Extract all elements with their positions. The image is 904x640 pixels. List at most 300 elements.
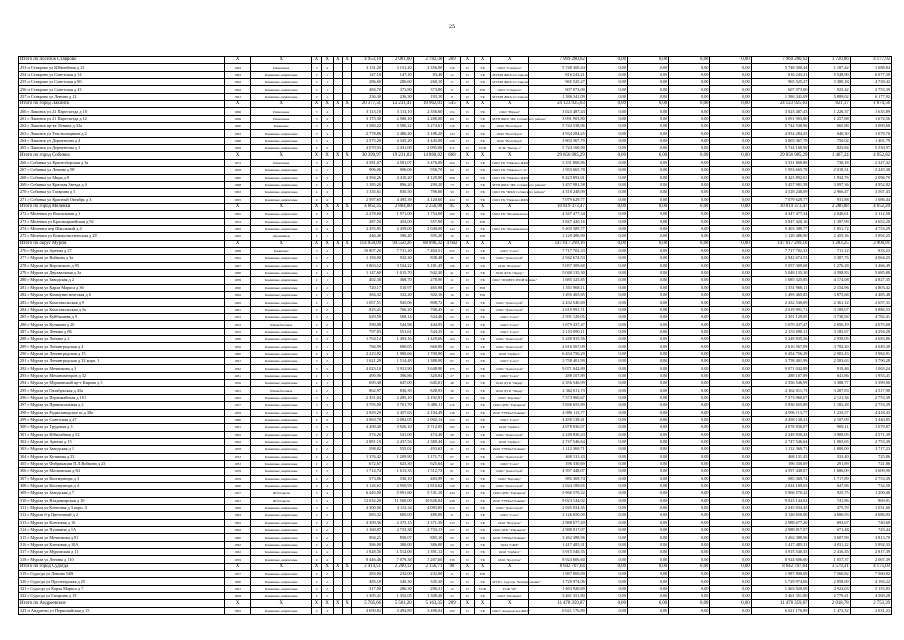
table-cell: 1 714,74 — [352, 468, 383, 475]
table-cell: X — [342, 101, 351, 108]
table-cell: X — [225, 57, 251, 64]
table-cell: 3 — [312, 424, 321, 431]
table-cell: 6 077,30 — [850, 71, 891, 78]
table-cell: 1953 — [225, 460, 251, 467]
table-cell: УК — [474, 130, 490, 137]
table-cell: 4 652,20 — [850, 203, 891, 210]
table-cell: 1 417 485,31 — [529, 541, 587, 548]
table-cell: П — [460, 93, 474, 100]
table-cell: 3 461 351,80 — [751, 593, 809, 600]
table-cell: 130 — [444, 123, 460, 130]
table-cell: 0,00 — [710, 387, 751, 394]
table-cell: 1962 — [225, 527, 251, 534]
table-cell: П — [460, 512, 474, 519]
table-cell: 0,00 — [627, 277, 668, 284]
table-cell: ООО "ВолгДорА" — [491, 123, 529, 130]
table-cell: 3 886,53 — [850, 306, 891, 313]
table-cell: 2 942 674,53 — [529, 255, 587, 262]
table-cell: 0,00 — [669, 314, 710, 321]
table-cell: 20 377,31 — [352, 101, 383, 108]
table-cell: 2 — [321, 255, 333, 262]
table-cell: 480,00 — [413, 512, 444, 519]
table-cell: П — [460, 593, 474, 600]
table-cell — [333, 578, 342, 585]
table-cell: 2 — [312, 181, 321, 188]
table-cell: 1 160,87 — [352, 527, 383, 534]
table-cell: Каменные, кирпичные — [251, 431, 312, 438]
table-cell: 0,00 — [627, 497, 668, 504]
table-cell: Панельные — [251, 115, 312, 122]
table-cell: 0,00 — [627, 556, 668, 563]
table-cell: 2 416,35 — [809, 549, 850, 556]
table-cell: 0,00 — [627, 123, 668, 130]
table-cell: 0,00 — [669, 255, 710, 262]
table-cell: 0,00 — [627, 269, 668, 276]
table-cell: 15 — [444, 218, 460, 225]
table-cell: X — [460, 101, 474, 108]
building-row — [19, 314, 892, 321]
table-cell: НП — [474, 233, 490, 240]
table-cell — [333, 571, 342, 578]
table-cell: 11 560,00 — [383, 497, 414, 504]
table-cell: Каменные, кирпичные — [251, 71, 312, 78]
table-cell: 3 — [312, 402, 321, 409]
table-cell: 0,00 — [710, 292, 751, 299]
table-cell: 14 860,02 — [413, 152, 444, 159]
row-label-cell: 304 г Муром ул Кутякова д 23 — [19, 453, 225, 460]
table-cell: МУМП ЖКХ п.Ставрово — [492, 94, 529, 99]
table-cell: 544,98 — [383, 321, 414, 328]
row-label-cell: Итого по поселок Ставрово — [19, 57, 225, 64]
table-cell: 1 — [321, 299, 333, 306]
table-cell: 0,00 — [586, 380, 627, 387]
table-cell: 3 113,10 — [352, 108, 383, 115]
row-label-cell: Итого по город Собинка — [19, 152, 225, 159]
table-cell: 0,00 — [586, 453, 627, 460]
table-cell: П — [460, 343, 474, 350]
table-cell: ООО "Орбита" — [491, 549, 529, 556]
table-cell — [333, 475, 342, 482]
table-cell: 816 243,21 — [751, 71, 809, 78]
table-cell: 6 177,92 — [850, 93, 891, 100]
table-cell: 3 131,20 — [352, 64, 383, 71]
table-cell: 0,00 — [710, 115, 751, 122]
table-cell: 3 189,67 — [809, 306, 850, 313]
table-cell: 1 120 486,90 — [529, 233, 587, 240]
table-cell: 850,07 — [383, 534, 414, 541]
row-label-cell: 315 г Муром ул Мечникова д 81 — [19, 534, 225, 541]
table-cell: Каменные, кирпичные — [251, 350, 312, 357]
table-cell: 2 — [312, 446, 321, 453]
table-cell — [342, 453, 351, 460]
table-cell: 1 112 369,71 — [751, 446, 809, 453]
table-cell: 0,00 — [586, 475, 627, 482]
table-cell: X — [474, 152, 490, 159]
table-cell: УК — [474, 247, 490, 254]
table-cell: ООО "Андреевское ЖКХ" — [492, 608, 531, 613]
table-cell: П — [460, 79, 474, 86]
table-cell: 2 — [321, 527, 333, 534]
table-cell: 0,00 — [627, 402, 668, 409]
table-cell: X — [474, 101, 490, 108]
table-cell: 100 — [444, 211, 460, 218]
table-cell: 0,00 — [669, 292, 710, 299]
table-cell: 83,40 — [413, 71, 444, 78]
table-cell: 0,00 — [669, 64, 710, 71]
table-cell: 0,00 — [710, 93, 751, 100]
table-cell: 1 754,00 — [413, 211, 444, 218]
table-cell: 0,00 — [586, 424, 627, 431]
table-cell: 208 — [444, 174, 460, 181]
table-cell: 3 — [312, 534, 321, 541]
table-cell: 0,00 — [586, 512, 627, 519]
table-cell: 1 352,05 — [383, 593, 414, 600]
table-cell: 1961 — [225, 585, 251, 592]
table-cell: 21 — [444, 328, 460, 335]
table-cell: 0,00 — [627, 416, 668, 423]
table-cell: Каменные, кирпичные — [251, 416, 312, 423]
table-cell: П — [460, 336, 474, 343]
table-cell: 1 194,00 — [352, 255, 383, 262]
table-cell: 1 674,56 — [850, 115, 891, 122]
building-row — [19, 284, 892, 291]
table-cell: ООО "Фортуна" — [491, 519, 529, 526]
table-cell: 302,16 — [413, 292, 444, 299]
table-cell — [333, 159, 342, 166]
table-cell: 357,90 — [413, 218, 444, 225]
table-cell: 2 278,60 — [352, 211, 383, 218]
table-cell: 7 079 629,77 — [751, 196, 809, 203]
table-cell: Деревянные — [251, 233, 312, 240]
table-cell: 5 163,35 — [413, 600, 444, 607]
table-cell — [342, 438, 351, 445]
table-cell: 395,20 — [413, 233, 444, 240]
table-cell: X — [321, 152, 333, 159]
table-cell: 6 454 756,29 — [529, 350, 587, 357]
table-cell: 3 847 420,16 — [529, 218, 587, 225]
table-cell: 0,00 — [586, 225, 627, 232]
table-cell — [333, 247, 342, 254]
table-cell — [342, 402, 351, 409]
table-cell — [342, 372, 351, 379]
table-cell: 0,00 — [669, 211, 710, 218]
table-cell: МУП ЖКХ "ЖС Собинского района" — [492, 116, 547, 121]
table-cell: 7 079,38 — [383, 556, 414, 563]
table-cell: 0,00 — [586, 292, 627, 299]
table-cell: ООО ДУК "Лидер" — [491, 387, 529, 394]
table-cell: 373,80 — [383, 86, 414, 93]
table-cell: 530,10 — [383, 475, 414, 482]
table-cell: 0,00 — [627, 64, 668, 71]
table-cell: 4 662,35 — [352, 203, 383, 210]
table-cell: 1959 — [225, 556, 251, 563]
table-cell: X — [460, 240, 474, 247]
table-cell: 3 908,05 — [809, 431, 850, 438]
table-cell: ООО "ГЕНАЛ Клинко" — [492, 498, 527, 503]
table-cell: 931,88 — [809, 196, 850, 203]
table-cell: УК — [474, 402, 490, 409]
table-cell: 3 175,30 — [352, 115, 383, 122]
table-cell: Каменные, кирпичные — [251, 269, 312, 276]
table-cell — [333, 512, 342, 519]
table-cell: 0,00 — [710, 578, 751, 585]
table-cell: 139 — [444, 137, 460, 144]
table-cell: ООО "Союз" — [491, 321, 529, 328]
table-cell: ООО "Союз" — [491, 372, 529, 379]
table-cell: 9 023 144,02 — [751, 497, 809, 504]
table-cell: 956,70 — [413, 167, 444, 174]
table-cell: 2 095,00 — [413, 145, 444, 152]
table-cell: 0,00 — [710, 512, 751, 519]
row-label-cell: 272 г Меленки ул Вокзальная д 1 — [19, 211, 225, 218]
table-cell: 906,06 — [383, 167, 414, 174]
table-cell: ООО "ВолгДорА" — [491, 130, 529, 137]
table-cell: 0,00 — [669, 453, 710, 460]
table-cell: 4 — [321, 196, 333, 203]
table-cell: 0,00 — [710, 343, 751, 350]
table-cell: Ж/б панели — [251, 497, 312, 504]
table-cell: 1 472,52 — [809, 607, 850, 614]
table-cell: 816 243,21 — [529, 71, 587, 78]
table-cell: 0,00 — [669, 424, 710, 431]
table-cell: П — [460, 482, 474, 489]
table-cell: 0,00 — [710, 225, 751, 232]
table-cell — [342, 431, 351, 438]
table-cell: 61 — [444, 468, 460, 475]
table-cell: 5 992,33 — [850, 541, 891, 548]
table-cell: 2 942 674,53 — [751, 255, 809, 262]
table-cell: 2 018,78 — [809, 600, 850, 607]
table-cell: 8 423 892,01 — [751, 174, 809, 181]
table-cell: 19 231,03 — [383, 152, 414, 159]
table-cell: Каменные, кирпичные — [251, 328, 312, 335]
table-cell: 1 — [321, 372, 333, 379]
table-cell: 1965 — [225, 225, 251, 232]
table-cell: 0,00 — [710, 549, 751, 556]
table-cell: X — [321, 101, 333, 108]
table-cell: 590,08 — [352, 321, 383, 328]
table-cell: 1957 — [225, 490, 251, 497]
table-cell: 0,00 — [669, 460, 710, 467]
table-cell: 0,00 — [627, 203, 668, 210]
table-cell: 0,00 — [669, 225, 710, 232]
table-cell: 0,00 — [669, 233, 710, 240]
table-cell: 1 079,70 — [850, 130, 891, 137]
table-cell — [333, 402, 342, 409]
table-cell: П — [460, 211, 474, 218]
table-cell: 3 091 903,80 — [529, 115, 587, 122]
building-row — [19, 167, 892, 174]
table-cell: 4 — [321, 225, 333, 232]
table-cell: 2 810,62 — [413, 482, 444, 489]
table-cell: 3 097,36 — [809, 181, 850, 188]
table-cell: П — [460, 402, 474, 409]
table-cell: 0,00 — [669, 571, 710, 578]
table-cell: П — [460, 549, 474, 556]
table-cell: 2 — [321, 321, 333, 328]
table-cell — [342, 321, 351, 328]
table-cell: 942,30 — [413, 269, 444, 276]
table-cell: 0,00 — [627, 482, 668, 489]
table-cell: 4 418,43 — [850, 409, 891, 416]
table-cell: 4 — [321, 189, 333, 196]
table-cell: 2 — [312, 343, 321, 350]
table-cell — [333, 593, 342, 600]
table-cell: 3 712,05 — [413, 424, 444, 431]
table-cell: 0,00 — [710, 475, 751, 482]
table-cell: 11 478 359,87 — [751, 600, 809, 607]
table-cell: 7 731,20 — [383, 247, 414, 254]
table-cell: Каменные, кирпичные — [251, 585, 312, 592]
table-cell: УК — [474, 380, 490, 387]
table-cell — [333, 137, 342, 144]
table-cell: 1 685 325,85 — [751, 277, 809, 284]
table-cell: 683,32 — [352, 512, 383, 519]
table-cell: 0,00 — [627, 189, 668, 196]
table-cell: 2 459,00 — [383, 225, 414, 232]
table-cell: 2 455,85 — [352, 225, 383, 232]
table-cell: 2 351,04 — [352, 394, 383, 401]
table-cell: ООО "Союз" — [491, 328, 529, 335]
building-row — [19, 571, 892, 578]
table-cell: 244 — [444, 490, 460, 497]
table-cell — [333, 431, 342, 438]
table-cell: 0,00 — [627, 343, 668, 350]
table-cell: 0,00 — [627, 600, 668, 607]
table-cell: 1 — [321, 277, 333, 284]
table-cell: П — [460, 446, 474, 453]
table-cell: 0,00 — [669, 306, 710, 313]
table-cell: 3 496,04 — [413, 607, 444, 614]
table-cell: 5 685,88 — [850, 269, 891, 276]
table-cell: 468 131,43 — [751, 453, 809, 460]
table-cell: 4 495,39 — [383, 196, 414, 203]
table-cell: 0,00 — [586, 446, 627, 453]
table-cell: П — [460, 358, 474, 365]
table-cell: 286,31 — [413, 585, 444, 592]
table-cell: 17 — [444, 79, 460, 86]
table-cell: 0,00 — [669, 240, 710, 247]
table-cell: 0,00 — [710, 490, 751, 497]
table-cell: 0,00 — [669, 475, 710, 482]
table-cell — [342, 571, 351, 578]
building-row — [19, 527, 892, 534]
table-cell: 4 581,07 — [352, 159, 383, 166]
table-cell: 0,00 — [627, 225, 668, 232]
table-cell: 22 — [444, 541, 460, 548]
table-cell: X — [251, 101, 312, 108]
table-cell: 11 — [444, 86, 460, 93]
table-cell: 1 209,90 — [383, 453, 414, 460]
row-label-cell: 297 г Муром ул Привокзальная д 2 — [19, 402, 225, 409]
table-cell: УК — [474, 137, 490, 144]
table-cell: 16 — [444, 292, 460, 299]
table-cell: 1 987 800,09 — [529, 571, 587, 578]
table-cell: 0,00 — [710, 255, 751, 262]
table-cell: 5 836 655,89 — [751, 402, 809, 409]
table-cell: 139 — [444, 482, 460, 489]
table-cell — [342, 137, 351, 144]
building-row — [19, 402, 892, 409]
table-cell: П — [460, 519, 474, 526]
table-cell: 0,00 — [710, 336, 751, 343]
table-cell: 1 031,60 — [850, 504, 891, 511]
table-cell: 1 401,79 — [850, 137, 891, 144]
table-cell: ООО "Домострой" — [491, 431, 529, 438]
table-cell: 5 057 309,68 — [529, 262, 587, 269]
table-cell: 232,00 — [413, 571, 444, 578]
table-cell: 29 856 985,29 — [751, 152, 809, 159]
table-cell: 0,00 — [710, 424, 751, 431]
table-cell: 607 073,00 — [751, 86, 809, 93]
table-cell: 4 031,22 — [809, 541, 850, 548]
table-cell — [342, 115, 351, 122]
table-cell: X — [342, 203, 351, 210]
table-cell: П — [460, 277, 474, 284]
table-cell: X — [333, 240, 342, 247]
table-cell: ООО "Партнер" — [491, 475, 529, 482]
table-cell: 1 335,61 — [352, 189, 383, 196]
table-cell — [333, 321, 342, 328]
group-total-row — [19, 600, 892, 607]
table-cell: Каменные, кирпичные — [251, 372, 312, 379]
row-label-cell: 274 г Меленки пер Школьный д 4 — [19, 225, 225, 232]
table-cell: 10 819 373,47 — [751, 203, 809, 210]
table-cell: 5 889,02 — [809, 93, 850, 100]
table-cell — [342, 490, 351, 497]
row-label-cell: 291 г Муром ул Ленинградская д 32 корп. 1 — [19, 358, 225, 365]
table-cell: 290,20 — [413, 181, 444, 188]
table-cell: 1 686,09 — [809, 468, 850, 475]
table-cell: 0,00 — [669, 380, 710, 387]
table-cell: 0,00 — [586, 189, 627, 196]
table-cell: 0,00 — [586, 556, 627, 563]
table-cell: УК — [474, 211, 490, 218]
table-cell: 3 — [321, 504, 333, 511]
table-cell — [342, 167, 351, 174]
table-cell: 0,00 — [627, 372, 668, 379]
table-cell: П — [460, 497, 474, 504]
table-cell: 6 621 176,89 — [751, 607, 809, 614]
table-cell: 4 690,82 — [352, 607, 383, 614]
table-cell: ООО "ВолгДорА" — [491, 137, 529, 144]
table-cell — [333, 79, 342, 86]
table-cell: 0,00 — [669, 600, 710, 607]
table-cell: 0,00 — [669, 534, 710, 541]
table-cell: 320,84 — [413, 372, 444, 379]
table-cell: X — [225, 563, 251, 570]
table-cell: 1 057,51 — [352, 299, 383, 306]
table-cell: X — [251, 600, 312, 607]
table-cell: П — [460, 556, 474, 563]
table-cell: 985 369,74 — [529, 475, 587, 482]
table-cell: 4 458 138,41 — [529, 416, 587, 423]
table-cell: 4 023,10 — [352, 365, 383, 372]
table-cell: 0,00 — [669, 93, 710, 100]
table-cell: 541,00 — [383, 431, 414, 438]
building-row — [19, 189, 892, 196]
table-cell: 1 086,44 — [850, 196, 891, 203]
table-cell: 629,58 — [352, 314, 383, 321]
building-row — [19, 593, 892, 600]
table-cell: 4 078 836,07 — [529, 424, 587, 431]
table-cell: 4 952,82 — [850, 152, 891, 159]
table-cell — [342, 556, 351, 563]
table-cell: Каменные, кирпичные — [251, 86, 312, 93]
table-cell: 0,00 — [710, 563, 751, 570]
table-cell: УК — [474, 314, 490, 321]
table-cell — [333, 541, 342, 548]
